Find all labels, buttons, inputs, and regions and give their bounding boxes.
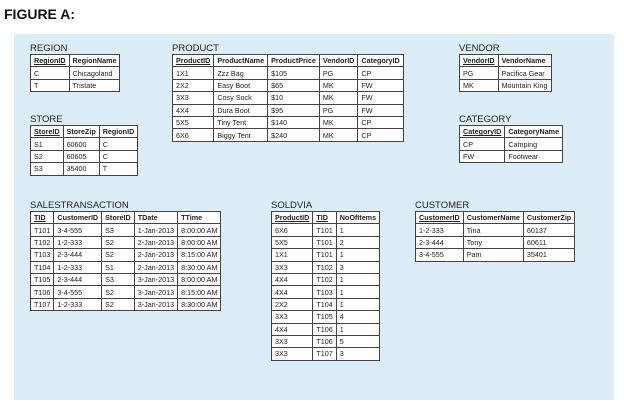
table-cell: $10 — [268, 92, 320, 104]
table-cell: S3 — [31, 163, 64, 175]
column-header: CategoryName — [505, 126, 563, 138]
table-cell: T106 — [313, 335, 336, 347]
column-header: StoreID — [31, 126, 64, 138]
table-cell: 2-3-444 — [54, 249, 102, 261]
region-grid — [30, 54, 120, 92]
customer-table — [415, 200, 575, 262]
column-header: CategoryID — [358, 55, 403, 67]
table-cell: 4X4 — [272, 286, 313, 298]
table-cell: T105 — [313, 311, 336, 323]
table-cell: S3 — [102, 273, 135, 285]
column-header: NoOfItems — [336, 212, 379, 224]
table-cell: 2-3-444 — [416, 236, 464, 248]
table-cell: 3X3 — [173, 92, 214, 104]
header-row — [416, 212, 575, 224]
table-row — [173, 67, 404, 79]
column-header: TTime — [178, 212, 221, 224]
table-cell: 3-4-555 — [416, 249, 464, 261]
table-cell: 4 — [336, 311, 379, 323]
table-cell: 2-Jan-2013 — [134, 236, 177, 248]
figure-title: FIGURE A: — [4, 6, 76, 22]
table-cell: 2-Jan-2013 — [134, 261, 177, 273]
table-cell: 1 — [336, 224, 379, 236]
column-header: CategoryID — [460, 126, 505, 138]
table-cell: C — [99, 150, 138, 162]
table-cell: S1 — [31, 138, 64, 150]
column-header: ProductPrice — [268, 55, 320, 67]
column-header: RegionID — [99, 126, 138, 138]
table-cell: S2 — [102, 298, 135, 310]
column-header: VendorName — [498, 55, 551, 67]
table-cell: 6X6 — [173, 129, 214, 141]
table-row — [31, 79, 120, 91]
table-row — [416, 236, 575, 248]
header-row — [31, 55, 120, 67]
column-header: TDate — [134, 212, 177, 224]
table-cell: 2-3-444 — [54, 273, 102, 285]
table-row — [31, 286, 221, 298]
table-cell: 60611 — [523, 236, 574, 248]
table-cell: C — [31, 67, 70, 79]
table-cell: T104 — [313, 298, 336, 310]
table-cell: T103 — [313, 286, 336, 298]
table-row — [272, 261, 380, 273]
table-cell: Tony — [463, 236, 523, 248]
table-cell: 1 — [336, 286, 379, 298]
table-cell: Cosy Sock — [214, 92, 268, 104]
table-cell: 2-Jan-2013 — [134, 249, 177, 261]
table-cell: 8:00:00 AM — [178, 273, 221, 285]
column-header: StoreID — [102, 212, 135, 224]
table-cell: S2 — [31, 150, 64, 162]
table-cell: 4X4 — [272, 273, 313, 285]
table-row — [31, 249, 221, 261]
table-cell: 2 — [336, 236, 379, 248]
table-cell: T101 — [313, 224, 336, 236]
category-grid — [459, 125, 563, 163]
table-cell: 8:15:00 AM — [178, 286, 221, 298]
table-cell: 1-2-333 — [54, 298, 102, 310]
table-cell: 1X1 — [272, 249, 313, 261]
column-header: RegionID — [31, 55, 70, 67]
soldvia-grid — [271, 211, 380, 361]
store-grid — [30, 125, 138, 176]
table-row — [31, 150, 138, 162]
table-cell: FW — [358, 92, 403, 104]
table-row — [460, 79, 552, 91]
table-cell: 3-Jan-2013 — [134, 286, 177, 298]
table-row — [272, 335, 380, 347]
table-row — [31, 224, 221, 236]
header-row — [173, 55, 404, 67]
table-row — [416, 249, 575, 261]
table-row — [31, 236, 221, 248]
column-header: CustomerID — [416, 212, 464, 224]
table-row — [272, 348, 380, 360]
table-cell: T107 — [31, 298, 54, 310]
table-cell: 1X1 — [173, 67, 214, 79]
table-cell: Pacifica Gear — [498, 67, 551, 79]
vendor-caption: VENDOR — [459, 43, 500, 54]
table-cell: T106 — [31, 286, 54, 298]
table-row — [173, 92, 404, 104]
table-cell: Tiny Tent — [214, 116, 268, 128]
table-cell: 60605 — [63, 150, 99, 162]
table-cell: 8:30:00 AM — [178, 298, 221, 310]
table-row — [173, 129, 404, 141]
soldvia-caption: SOLDVIA — [271, 200, 313, 211]
table-cell: MK — [319, 129, 358, 141]
table-cell: 5 — [336, 335, 379, 347]
table-cell: T101 — [31, 224, 54, 236]
table-cell: 1 — [336, 298, 379, 310]
table-cell: T104 — [31, 261, 54, 273]
table-cell: 4X4 — [272, 323, 313, 335]
category-table — [459, 114, 563, 163]
table-cell: 8:30:00 AM — [178, 261, 221, 273]
table-row — [460, 138, 563, 150]
table-row — [31, 163, 138, 175]
table-cell: CP — [358, 129, 403, 141]
table-cell: 3-Jan-2013 — [134, 298, 177, 310]
table-cell: PG — [319, 67, 358, 79]
product-table — [172, 43, 404, 142]
table-cell: 4X4 — [173, 104, 214, 116]
column-header: RegionName — [69, 55, 120, 67]
table-cell: MK — [319, 92, 358, 104]
table-cell: 3-4-555 — [54, 224, 102, 236]
table-row — [31, 261, 221, 273]
table-cell: T101 — [313, 236, 336, 248]
store-caption: STORE — [30, 114, 63, 125]
table-cell: 3 — [336, 261, 379, 273]
table-row — [272, 236, 380, 248]
column-header: ProductID — [173, 55, 214, 67]
table-cell: PG — [319, 104, 358, 116]
table-row — [173, 116, 404, 128]
table-cell: FW — [460, 150, 505, 162]
table-row — [173, 79, 404, 91]
table-row — [416, 224, 575, 236]
table-row — [272, 323, 380, 335]
table-cell: 3X3 — [272, 311, 313, 323]
table-cell: 1-2-333 — [54, 261, 102, 273]
table-row — [272, 224, 380, 236]
customer-caption: CUSTOMER — [415, 200, 470, 211]
table-cell: 1 — [336, 273, 379, 285]
category-caption: CATEGORY — [459, 114, 512, 125]
figure-panel — [14, 34, 614, 400]
table-row — [272, 286, 380, 298]
product-caption: PRODUCT — [172, 43, 219, 54]
column-header: CustomerName — [463, 212, 523, 224]
column-header: StoreZip — [63, 126, 99, 138]
table-cell: 35401 — [523, 249, 574, 261]
salestransaction-caption: SALESTRANSACTION — [30, 200, 129, 211]
table-cell: Zzz Bag — [214, 67, 268, 79]
product-grid — [172, 54, 404, 142]
header-row — [31, 212, 221, 224]
table-cell: 60137 — [523, 224, 574, 236]
table-row — [460, 150, 563, 162]
table-cell: $95 — [268, 104, 320, 116]
table-cell: 3-Jan-2013 — [134, 273, 177, 285]
table-cell: Footwear — [505, 150, 563, 162]
table-row — [173, 104, 404, 116]
region-caption: REGION — [30, 43, 68, 54]
table-cell: CP — [358, 116, 403, 128]
table-cell: 2X2 — [272, 298, 313, 310]
table-cell: $240 — [268, 129, 320, 141]
salestransaction-grid — [30, 211, 221, 311]
table-row — [272, 311, 380, 323]
table-cell: Biggy Tent — [214, 129, 268, 141]
table-cell: Dura Boot — [214, 104, 268, 116]
table-cell: 1-2-333 — [416, 224, 464, 236]
vendor-table — [459, 43, 552, 92]
table-cell: S2 — [102, 249, 135, 261]
table-cell: Pam — [463, 249, 523, 261]
table-cell: 3 — [336, 348, 379, 360]
column-header: ProductName — [214, 55, 268, 67]
table-cell: 3X3 — [272, 335, 313, 347]
table-cell: FW — [358, 79, 403, 91]
table-row — [31, 67, 120, 79]
table-row — [272, 273, 380, 285]
table-cell: Camping — [505, 138, 563, 150]
table-cell: CP — [460, 138, 505, 150]
table-cell: 1 — [336, 323, 379, 335]
table-cell: S3 — [102, 224, 135, 236]
table-cell: $65 — [268, 79, 320, 91]
column-header: ProductID — [272, 212, 313, 224]
table-cell: 5X5 — [272, 236, 313, 248]
column-header: TID — [31, 212, 54, 224]
table-cell: T107 — [313, 348, 336, 360]
table-cell: MK — [319, 79, 358, 91]
region-table — [30, 43, 120, 92]
table-cell: 6X6 — [272, 224, 313, 236]
table-cell: S1 — [102, 261, 135, 273]
header-row — [460, 126, 563, 138]
store-table — [30, 114, 138, 176]
table-row — [31, 298, 221, 310]
soldvia-table — [271, 200, 380, 361]
column-header: VendorID — [319, 55, 358, 67]
table-cell: 1-2-333 — [54, 236, 102, 248]
table-cell: MK — [319, 116, 358, 128]
table-row — [272, 298, 380, 310]
table-cell: 35400 — [63, 163, 99, 175]
customer-grid — [415, 211, 575, 262]
table-cell: T — [99, 163, 138, 175]
table-cell: Tristate — [69, 79, 120, 91]
table-cell: T — [31, 79, 70, 91]
table-cell: PG — [460, 67, 499, 79]
vendor-grid — [459, 54, 552, 92]
table-cell: T101 — [313, 249, 336, 261]
table-row — [272, 249, 380, 261]
table-cell: 5X5 — [173, 116, 214, 128]
table-cell: T105 — [31, 273, 54, 285]
table-row — [31, 273, 221, 285]
table-cell: Tina — [463, 224, 523, 236]
table-cell: 1-Jan-2013 — [134, 224, 177, 236]
table-cell: T106 — [313, 323, 336, 335]
column-header: CustomerZip — [523, 212, 574, 224]
table-row — [460, 67, 552, 79]
table-cell: 8:00:00 AM — [178, 236, 221, 248]
table-cell: MK — [460, 79, 499, 91]
column-header: CustomerID — [54, 212, 102, 224]
table-cell: 8:00:00 AM — [178, 224, 221, 236]
table-cell: T102 — [313, 261, 336, 273]
table-cell: Easy Boot — [214, 79, 268, 91]
table-cell: T102 — [313, 273, 336, 285]
table-cell: T103 — [31, 249, 54, 261]
table-cell: 3X3 — [272, 261, 313, 273]
table-cell: 3-4-555 — [54, 286, 102, 298]
table-cell: 3X3 — [272, 348, 313, 360]
column-header: VendorID — [460, 55, 499, 67]
table-cell: Chicagoland — [69, 67, 120, 79]
table-cell: CP — [358, 67, 403, 79]
table-cell: $105 — [268, 67, 320, 79]
table-row — [31, 138, 138, 150]
table-cell: C — [99, 138, 138, 150]
table-cell: S2 — [102, 236, 135, 248]
header-row — [460, 55, 552, 67]
table-cell: 60600 — [63, 138, 99, 150]
table-cell: 8:15:00 AM — [178, 249, 221, 261]
header-row — [272, 212, 380, 224]
table-cell: 2X2 — [173, 79, 214, 91]
table-cell: $140 — [268, 116, 320, 128]
column-header: TID — [313, 212, 336, 224]
header-row — [31, 126, 138, 138]
salestransaction-table — [30, 200, 221, 311]
table-cell: FW — [358, 104, 403, 116]
table-cell: 1 — [336, 249, 379, 261]
table-cell: S2 — [102, 286, 135, 298]
table-cell: Mountain King — [498, 79, 551, 91]
table-cell: T102 — [31, 236, 54, 248]
